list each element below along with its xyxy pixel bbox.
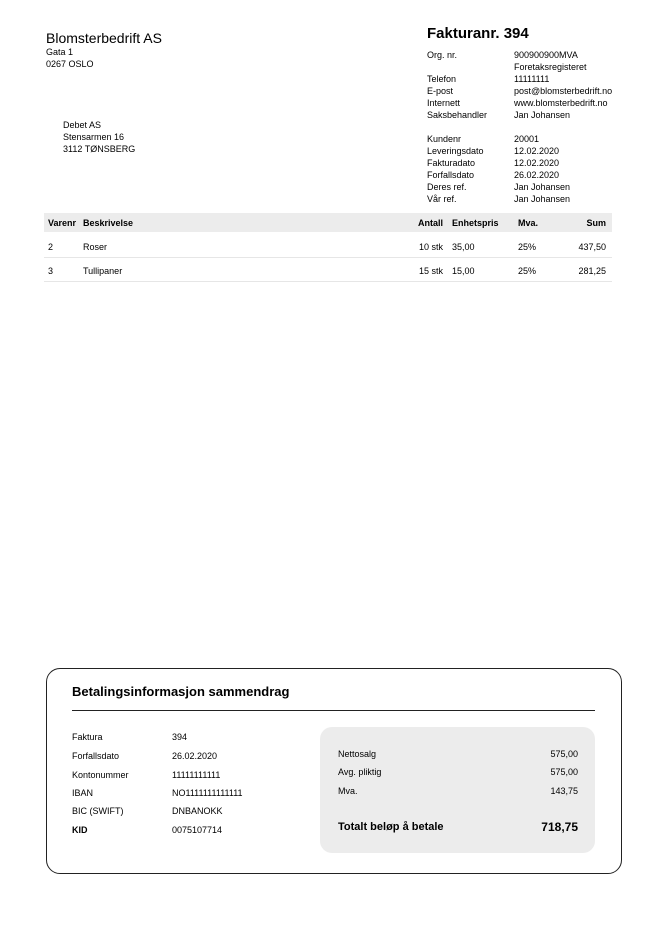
cell-varenr: 2: [48, 242, 54, 252]
customer-value: 20001: [514, 134, 540, 144]
kid-label: KID: [72, 825, 88, 835]
delivery-date-label: Leveringsdato: [427, 146, 484, 156]
sender-name: Blomsterbedrift AS: [46, 30, 162, 46]
sender-address-street: Gata 1: [46, 47, 74, 57]
handler-value: Jan Johansen: [514, 110, 571, 120]
cell-quantity: 10 stk: [418, 242, 443, 252]
vat-label: Mva.: [338, 786, 358, 796]
cell-unit-price: 35,00: [452, 242, 475, 252]
our-ref-label: Vår ref.: [427, 194, 457, 204]
vat-value: 143,75: [550, 786, 578, 796]
delivery-date-value: 12.02.2020: [514, 146, 560, 156]
email-value: post@blomsterbedrift.no: [514, 86, 613, 96]
invoice-title: Fakturanr. 394: [427, 25, 529, 42]
table-row: [44, 233, 612, 258]
org-register: Foretaksregisteret: [514, 62, 587, 72]
bic-label: BIC (SWIFT): [72, 806, 124, 816]
invoice-date-label: Fakturadato: [427, 158, 476, 168]
cell-unit-price: 15,00: [452, 266, 475, 276]
faktura-value: 394: [172, 732, 188, 742]
avg-value: 575,00: [550, 767, 578, 777]
account-label: Kontonummer: [72, 770, 129, 780]
header-varenr: Varenr: [48, 218, 77, 228]
total-value: 718,75: [541, 820, 578, 834]
cell-sum: 437,50: [578, 242, 606, 252]
phone-value: 11111111: [514, 74, 550, 84]
bic-value: DNBANOKK: [172, 806, 223, 816]
org-value: 900900900MVA: [514, 50, 578, 60]
payment-summary-title: Betalingsinformasjon sammendrag: [72, 684, 290, 699]
cell-sum: 281,25: [578, 266, 606, 276]
your-ref-label: Deres ref.: [427, 182, 467, 192]
due-date-value: 26.02.2020: [514, 170, 560, 180]
invoice-date-value: 12.02.2020: [514, 158, 560, 168]
cell-quantity: 15 stk: [418, 266, 443, 276]
customer-label: Kundenr: [427, 134, 462, 144]
recipient-street: Stensarmen 16: [63, 132, 125, 142]
cell-description: Roser: [83, 242, 108, 252]
web-label: Internett: [427, 98, 461, 108]
header-sum: Sum: [586, 218, 606, 228]
summary-due-value: 26.02.2020: [172, 751, 218, 761]
email-label: E-post: [427, 86, 454, 96]
faktura-label: Faktura: [72, 732, 103, 742]
sender-address-postal: 0267 OSLO: [46, 59, 94, 69]
due-date-label: Forfallsdato: [427, 170, 475, 180]
header-description: Beskrivelse: [83, 218, 134, 228]
cell-varenr: 3: [48, 266, 54, 276]
items-table-header: [44, 213, 612, 232]
netto-value: 575,00: [550, 749, 578, 759]
header-unit-price: Enhetspris: [452, 218, 499, 228]
total-label: Totalt beløp å betale: [338, 821, 444, 833]
recipient-postal: 3112 TØNSBERG: [63, 144, 136, 154]
iban-value: NO1111111111111: [172, 788, 243, 798]
recipient-name: Debet AS: [63, 120, 102, 130]
kid-value: 0075107714: [172, 825, 223, 835]
phone-label: Telefon: [427, 74, 457, 84]
iban-label: IBAN: [72, 788, 94, 798]
cell-description: Tullipaner: [83, 266, 123, 276]
your-ref-value: Jan Johansen: [514, 182, 571, 192]
web-value: www.blomsterbedrift.no: [514, 98, 608, 108]
summary-divider: [72, 710, 595, 711]
summary-due-label: Forfallsdato: [72, 751, 120, 761]
cell-vat: 25%: [518, 266, 537, 276]
org-label: Org. nr.: [427, 50, 458, 60]
avg-label: Avg. pliktig: [338, 767, 382, 777]
our-ref-value: Jan Johansen: [514, 194, 571, 204]
handler-label: Saksbehandler: [427, 110, 488, 120]
account-value: 11111111111: [172, 770, 221, 780]
netto-label: Nettosalg: [338, 749, 377, 759]
cell-vat: 25%: [518, 242, 537, 252]
header-quantity: Antall: [417, 218, 443, 228]
header-vat: Mva.: [518, 218, 539, 228]
table-row: [44, 257, 612, 282]
